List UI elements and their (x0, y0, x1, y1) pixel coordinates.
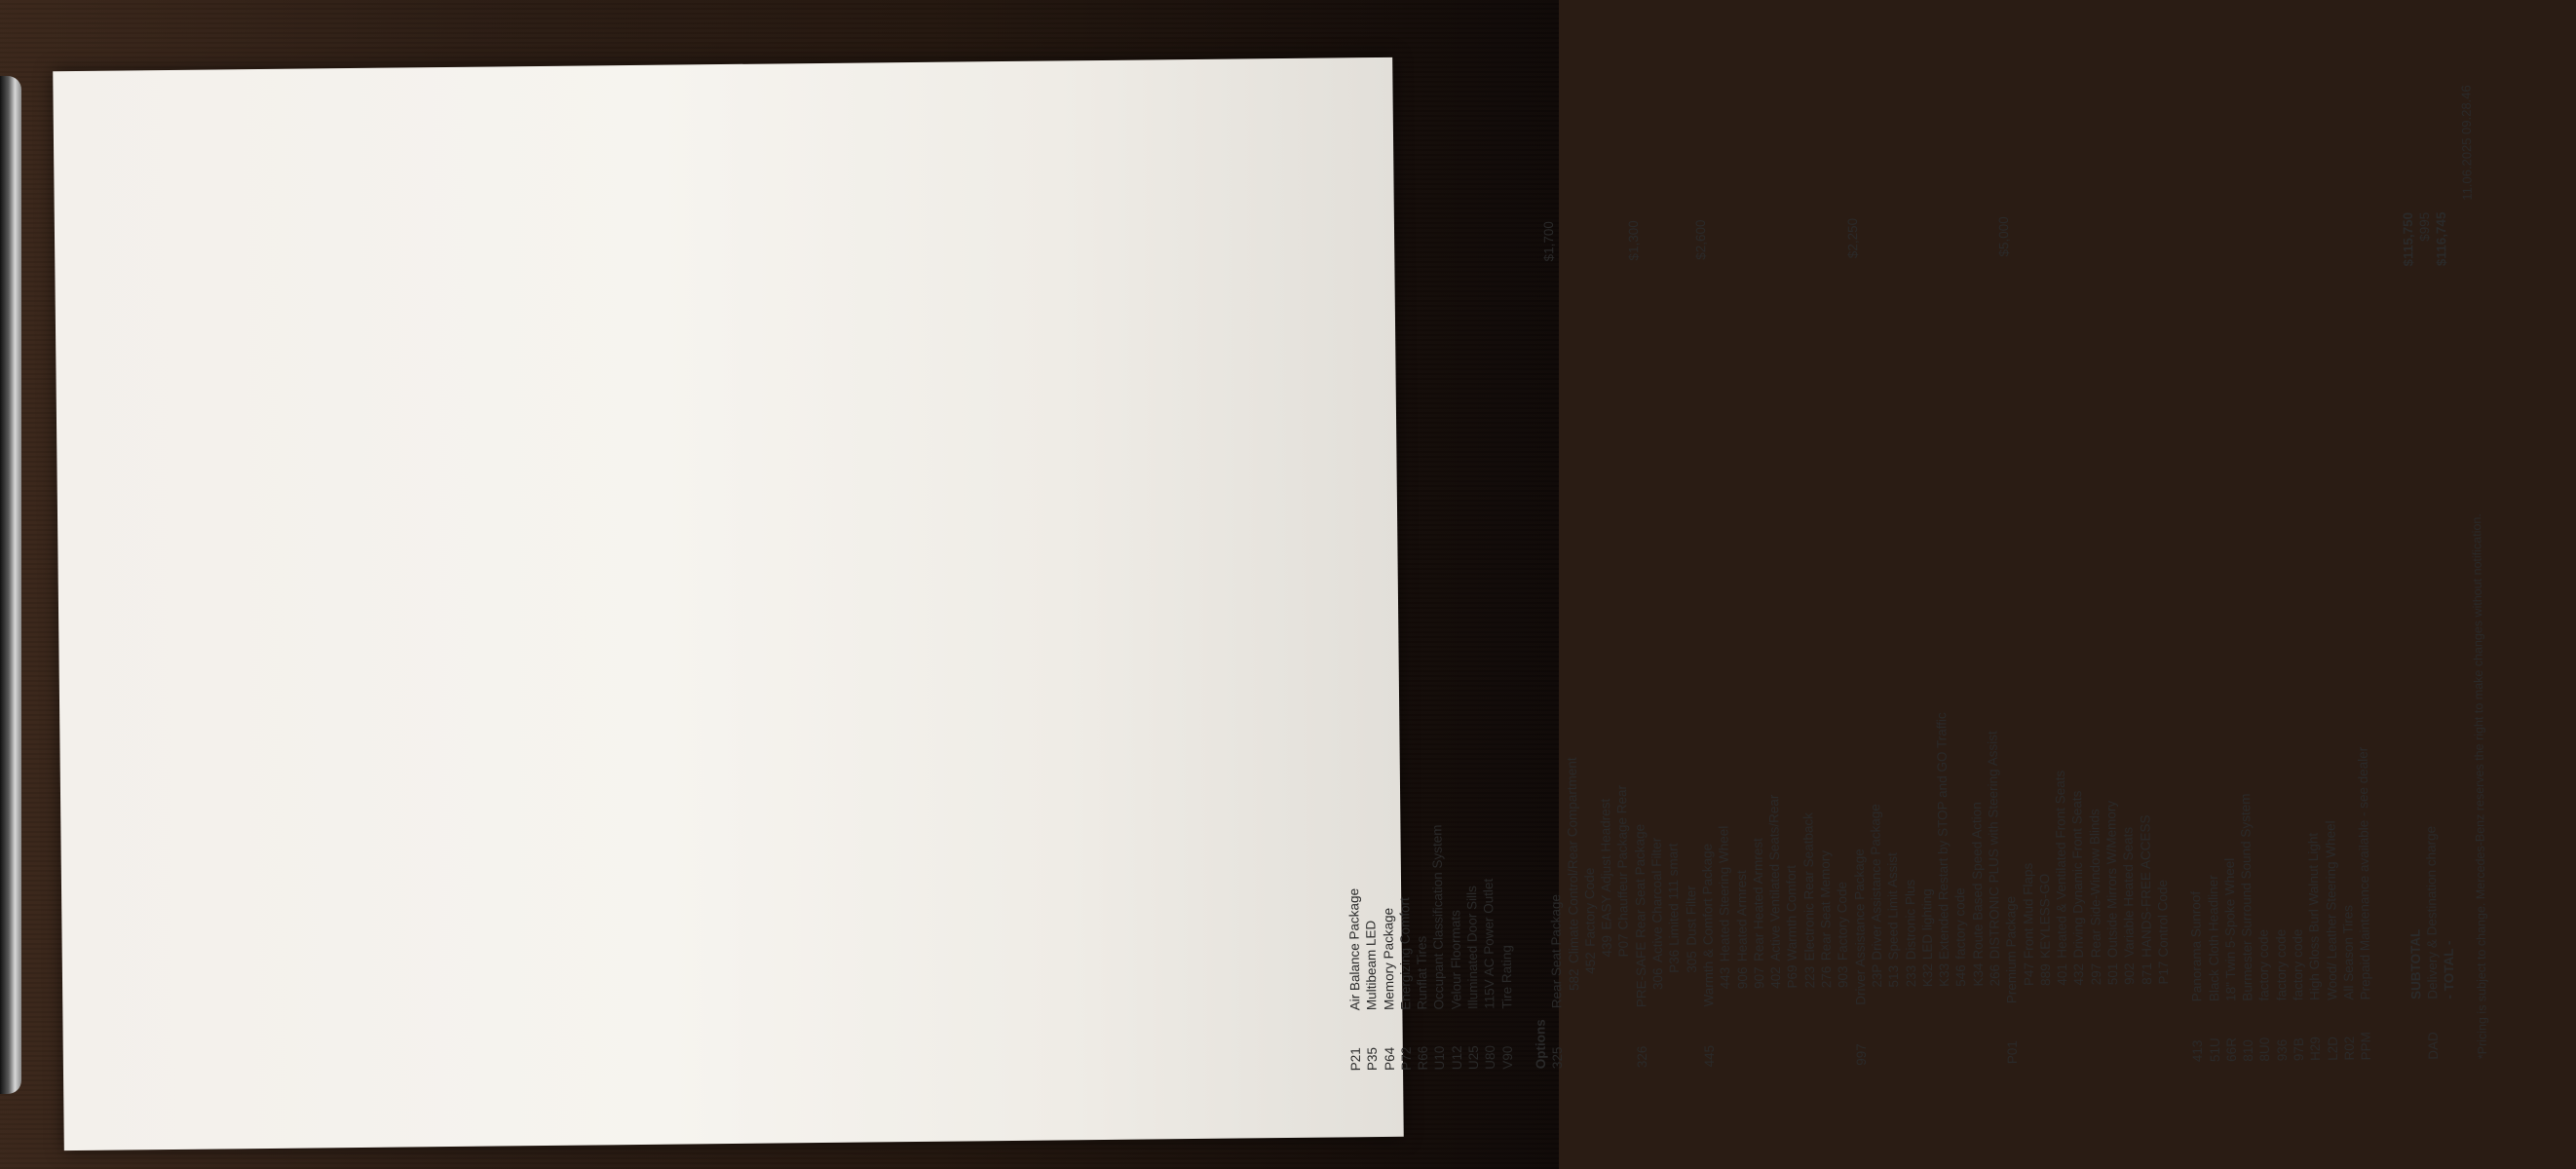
item-code: U25 (1465, 1045, 1482, 1071)
subitem-code: 223 (1801, 965, 1817, 989)
spacer (1970, 1003, 1988, 1064)
spacer (1649, 1007, 1667, 1068)
footnote: *Pricing is subject to change. Mercedes-Benz reserves the right to make changes without notification. (2470, 513, 2490, 1060)
subitem-label: Front Mud Flaps (2020, 862, 2036, 960)
indent (1599, 957, 1616, 1007)
total-row: - TOTAL - $116,745 (2433, 211, 2457, 999)
option-label: Wood/ Leather Steering Wheel (2323, 820, 2339, 1000)
item-code: R66 (1415, 1045, 1431, 1071)
indent (1684, 973, 1701, 1007)
options-heading: Options (1533, 1019, 1549, 1070)
subitem-code: 305 (1684, 951, 1699, 973)
package-price: $1,700 (1541, 221, 1557, 262)
subitem-label: Chauffeur Package Rear (1614, 784, 1632, 930)
item-code: P64 (1382, 1046, 1397, 1071)
item-code: U12 (1449, 1045, 1464, 1071)
subitem-label: Speed Limit Assist (1884, 852, 1902, 961)
package-label: Driver Assistance Package (1851, 848, 1868, 1005)
subitem-label: Rear Side-Window Blinds (2087, 809, 2103, 959)
indent (1666, 973, 1684, 1007)
subitem-code: 306 (1650, 967, 1666, 991)
subitem-code: P69 (1785, 964, 1800, 989)
indent (1987, 986, 2003, 1003)
option-code: PPM (2358, 1032, 2374, 1061)
package-code: P01 (2005, 1040, 2021, 1065)
subitem-label: Climate Control/Rear Compartment (1564, 757, 1581, 964)
spacer (1768, 1006, 1786, 1067)
subitem-code: 452 (1582, 952, 1598, 974)
indent (1869, 988, 1885, 1005)
item-label: Air Balance Package (1346, 887, 1363, 1011)
subitem-label: Control Code (2154, 879, 2171, 958)
package-code: 326 (1634, 1045, 1649, 1069)
package-code: 997 (1853, 1043, 1869, 1066)
subitem-label: Heated Armrest (1733, 870, 1750, 962)
indent (2054, 986, 2070, 1003)
indent (1903, 987, 1919, 1004)
subitem-label: Active Charcoal Filter (1648, 837, 1665, 963)
option-code: 413 (2190, 1039, 2206, 1063)
subitem-label: Heated & Ventilated Front Seats (2053, 770, 2070, 959)
subitem-label: Rear Heated Armrest (1750, 838, 1766, 962)
subitem-label: Active Ventilated Seats/Rear (1766, 794, 1784, 962)
standard-items-list (1338, 95, 1516, 1072)
indent (1818, 988, 1835, 1005)
spacer (2122, 1002, 2140, 1063)
spacer (2021, 1003, 2038, 1064)
subitem-code: 297 (2088, 962, 2103, 986)
subitem-code: 266 (1987, 963, 2003, 987)
subitem-code: P17 (2155, 961, 2172, 985)
option-code: 51U (2207, 1037, 2222, 1063)
item-code: P72 (1398, 1046, 1414, 1071)
option-code: 97B (2291, 1037, 2307, 1062)
subitem-code: 443 (1718, 966, 1733, 990)
subitem-label: Dust Filter (1683, 886, 1699, 946)
spacer (2088, 1002, 2105, 1063)
spacer (2155, 1002, 2173, 1063)
option-code: L2D (2325, 1036, 2340, 1061)
subitem-code: 546 (1953, 964, 1969, 987)
option-label: Burmester Surround Sound System (2238, 793, 2255, 1001)
option-label: factory code (2256, 928, 2272, 1001)
spacer (1600, 1007, 1617, 1068)
price-sheet-paper (53, 57, 2490, 1150)
subitem-label: DISTRONIC PLUS with Steering Assist (1985, 731, 2002, 960)
item-label: Illuminated Door Sills (1464, 886, 1481, 1010)
package-label: Warmth & Comfort Package (1699, 843, 1717, 1007)
subitem-label: KEYLESS-GO (2036, 873, 2053, 959)
item-label: Memory Package (1380, 907, 1396, 1011)
subitem-code: 501 (2105, 962, 2121, 986)
indent (1936, 987, 1952, 1004)
item-label: Occupant Classification System (1429, 824, 1447, 1010)
subitem-code: 889 (2037, 963, 2054, 986)
indent (1582, 974, 1600, 1008)
subitem-code: P47 (2021, 962, 2036, 987)
subitem-label: Distronic Plus (1902, 879, 1918, 961)
subitem-code: P07 (1616, 933, 1632, 958)
indent (1566, 991, 1582, 1008)
spacer (1582, 1008, 1600, 1069)
indent (1767, 989, 1784, 1006)
subitem-label: Electronic Rear Seatback (1800, 812, 1817, 962)
option-label: Black Cloth Headliner (2205, 875, 2221, 1002)
subitem-code: 582 (1566, 968, 1581, 992)
indent (2088, 985, 2104, 1002)
indent (1751, 989, 1767, 1006)
spacer (1785, 1005, 1802, 1066)
subitem-label: Variable Heated Seats (2120, 826, 2138, 959)
spacer (2055, 1003, 2072, 1064)
subitem-label: Extended Restart by STOP and GO Traffic (1934, 712, 1951, 961)
subitem-label: Warmth Comfort (1784, 864, 1800, 962)
item-label: Velour Floormats (1448, 910, 1464, 1010)
spacer (1953, 1004, 1971, 1065)
option-code: 936 (2274, 1038, 2290, 1062)
package-code: 325 (1550, 1046, 1566, 1070)
indent (2122, 985, 2139, 1002)
option-code: 66R (2223, 1037, 2239, 1062)
item-label: 115V AC Power Outlet (1481, 878, 1497, 1009)
subitem-code: 23P (1869, 963, 1885, 988)
item-code: V90 (1499, 1045, 1515, 1070)
spacer (2071, 1002, 2089, 1063)
item-label: Tire Rating (1498, 945, 1515, 1009)
delivery-row: DAD Delivery & Destination charge $995 (2416, 211, 2441, 1060)
package-price: $1,300 (1625, 220, 1642, 261)
item-code: P21 (1347, 1047, 1364, 1072)
timestamp: 11.06.2025 09.28.46 (2458, 85, 2475, 201)
option-label: Panorama Sunroof (2188, 890, 2205, 1002)
spacer (2037, 1003, 2055, 1064)
spacer (1818, 1005, 1836, 1066)
indent (1649, 990, 1666, 1007)
package-code: 445 (1701, 1044, 1717, 1068)
subitem-code: 907 (1751, 966, 1767, 990)
subitem-code: 432 (2071, 962, 2087, 986)
subitem-code: 439 (1599, 934, 1615, 958)
extra-options-list (2179, 86, 2375, 1062)
subitem-code: 276 (1818, 965, 1835, 989)
option-label: factory code (2290, 928, 2306, 1001)
spacer (1616, 1007, 1634, 1068)
package-label: PRE-SAFE Rear Seat Package (1632, 823, 1649, 1008)
subitem-label: Factory Code (1835, 881, 1851, 962)
subitem-label: HANDS-FREE ACCESS (2138, 814, 2154, 958)
option-label: All Season Tires (2340, 904, 2357, 1000)
subitem-code: 902 (2122, 962, 2138, 986)
subitem-label: LED lighting (1918, 888, 1935, 961)
indent (1785, 988, 1801, 1005)
subitem-code: 871 (2139, 962, 2154, 985)
indent (1970, 986, 1987, 1003)
option-label: Prepaid Maintenance available - see dealer (2355, 746, 2373, 1000)
spacer (1751, 1006, 1768, 1067)
indent (1836, 988, 1852, 1005)
subitem-label: factory code (1952, 887, 1969, 960)
subitem-label: Driving Dynamic Front Seats (2069, 790, 2087, 959)
indent (2037, 986, 2054, 1003)
document-content (1338, 84, 2575, 1071)
package-price: $5,000 (1996, 216, 2012, 257)
item-code: U80 (1483, 1044, 1498, 1070)
option-code: H29 (2308, 1037, 2324, 1062)
spacer (2139, 1002, 2156, 1063)
item-code: U10 (1432, 1045, 1448, 1071)
subitem-label: Factory Code (1581, 867, 1598, 947)
spacer (1566, 1008, 1583, 1069)
indent (1734, 989, 1751, 1006)
option-code: R02 (2341, 1036, 2357, 1061)
option-label: 18" Twin 5-Spoke Wheel (2221, 857, 2239, 1001)
subitem-code: 513 (1886, 964, 1902, 988)
spacer (1919, 1004, 1937, 1065)
subitem-code: 402 (1768, 966, 1784, 989)
subitem-code: K33 (1937, 962, 1952, 988)
indent (1919, 987, 1936, 1004)
subitem-code: 401 (2055, 963, 2070, 986)
package-label: Rear Seat Package (1548, 893, 1565, 1009)
subtotal-row: SUBTOTAL $115,750 (2400, 211, 2423, 999)
subitem-code: K32 (1919, 963, 1935, 988)
spacer (1869, 1005, 1886, 1066)
indent (1615, 957, 1633, 1007)
option-label: factory code (2273, 928, 2290, 1001)
subitem-code: 906 (1734, 966, 1750, 990)
subitem-label: EASY Adjust Headrest (1598, 798, 1614, 930)
spacer (1667, 1007, 1685, 1068)
subitem-label: Route Based Speed Action (1968, 802, 1986, 960)
spacer (1903, 1004, 1920, 1065)
subitem-label: Outside Mirrors W/Memory (2103, 800, 2120, 959)
spacer (2104, 1002, 2122, 1063)
item-label: Energizing Comfort (1397, 897, 1414, 1010)
indent (1801, 988, 1818, 1005)
item-label: Multibeam LED (1363, 920, 1380, 1011)
option-code: 810 (2240, 1039, 2256, 1062)
subitem-label: Limited 111 smart (1665, 843, 1683, 946)
spacer (1718, 1006, 1735, 1067)
spacer (1836, 1005, 1853, 1066)
option-code: 8U0 (2257, 1037, 2273, 1062)
laptop-edge (0, 76, 21, 1094)
package-price: $2,600 (1692, 219, 1709, 260)
indent (2021, 986, 2037, 1003)
package-label: Premium Package (2003, 895, 2020, 1004)
indent (2071, 985, 2088, 1002)
indent (2104, 985, 2121, 1002)
subitem-label: Heated Steering Wheel (1716, 825, 1733, 962)
spacer (1734, 1006, 1752, 1067)
subitem-label: Rear Seat Memory (1817, 849, 1834, 962)
item-code: P35 (1365, 1046, 1381, 1072)
indent (1717, 989, 1733, 1006)
item-label: Runflat Tires (1414, 935, 1430, 1010)
indent (1953, 987, 1970, 1004)
subitem-code: P36 (1667, 949, 1683, 973)
spacer (1987, 1003, 2004, 1064)
spacer (1684, 1007, 1701, 1068)
indent (2155, 985, 2172, 1002)
subitem-code: 233 (1903, 964, 1918, 988)
subitem-label: Driver Assistance Package (1868, 804, 1884, 961)
spacer (1936, 1004, 1953, 1065)
option-label: High Gloss Burl Walnut Light (2305, 832, 2323, 1001)
spacer (1801, 1005, 1819, 1066)
spacer (1886, 1004, 1904, 1065)
package-price: $2,250 (1844, 217, 1860, 259)
indent (2139, 985, 2155, 1002)
packages-list (1539, 89, 2173, 1070)
subitem-code: K34 (1970, 962, 1986, 987)
indent (1885, 987, 1902, 1004)
subitem-code: 903 (1836, 965, 1851, 989)
